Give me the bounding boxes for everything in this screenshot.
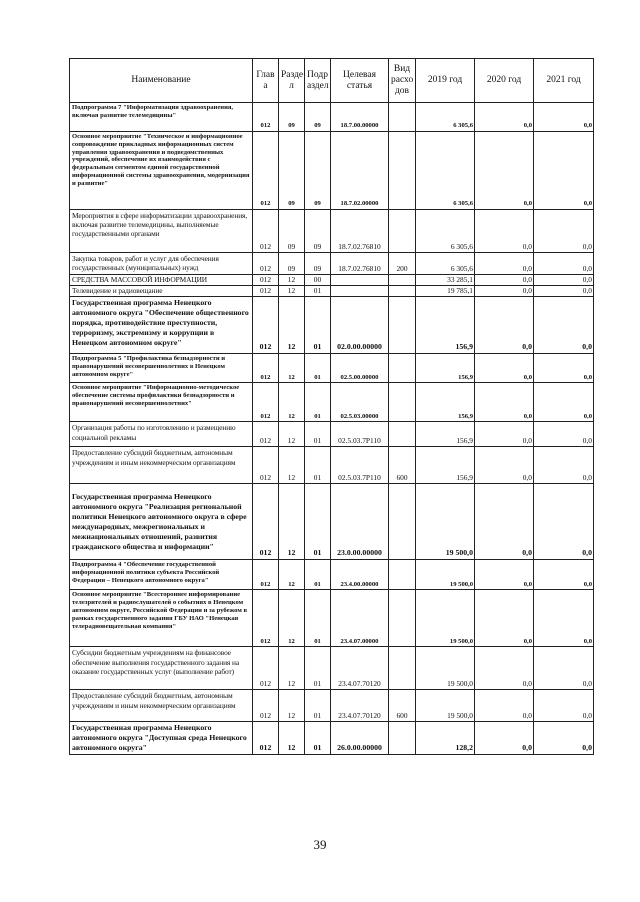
row-vid <box>389 354 416 383</box>
row-vid <box>389 297 416 354</box>
row-glava: 012 <box>253 560 279 590</box>
row-glava: 012 <box>253 447 279 484</box>
row-glava: 012 <box>253 132 279 210</box>
row-glava: 012 <box>253 690 279 722</box>
row-podrazdel: 01 <box>305 354 331 383</box>
row-2019: 19 500,0 <box>416 590 475 647</box>
table-row <box>70 647 594 690</box>
row-vid <box>389 590 416 647</box>
row-target <box>331 286 389 297</box>
row-razdel: 09 <box>279 132 305 210</box>
row-2019: 6 305,6 <box>416 210 475 253</box>
row-2021: 0,0 <box>534 590 594 647</box>
budget-table <box>69 58 594 755</box>
table-row <box>70 132 594 210</box>
header-2021: 2021 год <box>534 59 594 103</box>
row-target <box>331 275 389 286</box>
row-2021: 0,0 <box>534 484 594 560</box>
header-glava: Глав а <box>253 59 279 103</box>
table-row <box>70 690 594 722</box>
row-2019: 156,9 <box>416 447 475 484</box>
header-razdel: Разде л <box>279 59 305 103</box>
row-razdel: 12 <box>279 354 305 383</box>
row-target: 18.7.02.76810 <box>331 210 389 253</box>
row-glava: 012 <box>253 590 279 647</box>
row-vid <box>389 275 416 286</box>
row-2019: 156,9 <box>416 422 475 447</box>
row-name: Основное мероприятие "Всестороннее информирование телезрителей и радиослушателей о событиях в Ненецком автономном округе, Российской Федерации и за рубежом в рамках государственного задания ГБУ НАО "Ненецкая телерадиовещательная компания" <box>70 590 253 647</box>
table-row <box>70 103 594 132</box>
row-podrazdel: 01 <box>305 286 331 297</box>
row-target: 02.5.03.7Р110 <box>331 422 389 447</box>
row-target: 02.5.00.00000 <box>331 354 389 383</box>
row-glava: 012 <box>253 484 279 560</box>
row-2020: 0,0 <box>475 447 534 484</box>
row-target: 23.0.00.00000 <box>331 484 389 560</box>
row-2019: 156,9 <box>416 354 475 383</box>
row-2021: 0,0 <box>534 132 594 210</box>
row-razdel: 12 <box>279 447 305 484</box>
row-glava: 012 <box>253 253 279 275</box>
row-glava: 012 <box>253 647 279 690</box>
row-2020: 0,0 <box>475 210 534 253</box>
row-glava: 012 <box>253 275 279 286</box>
table-row <box>70 354 594 383</box>
row-name: Мероприятия в сфере информатизации здравоохранения, включая развитие телемедицины, выполняемые государственными органами <box>70 210 253 253</box>
row-glava: 012 <box>253 422 279 447</box>
row-target: 18.7.02.00000 <box>331 132 389 210</box>
row-2019: 6 305,6 <box>416 132 475 210</box>
row-razdel: 12 <box>279 422 305 447</box>
row-2020: 0,0 <box>475 484 534 560</box>
row-2020: 0,0 <box>475 422 534 447</box>
row-2021: 0,0 <box>534 422 594 447</box>
row-2019: 19 500,0 <box>416 647 475 690</box>
row-razdel: 12 <box>279 590 305 647</box>
row-target: 18.7.00.00000 <box>331 103 389 132</box>
row-2020: 0,0 <box>475 722 534 755</box>
header-vid: Вид расхо дов <box>389 59 416 103</box>
row-2019: 156,9 <box>416 383 475 422</box>
row-podrazdel: 00 <box>305 275 331 286</box>
row-2019: 128,2 <box>416 722 475 755</box>
row-2021: 0,0 <box>534 275 594 286</box>
row-target: 02.0.00.00000 <box>331 297 389 354</box>
row-target: 23.4.07.70120 <box>331 690 389 722</box>
row-2020: 0,0 <box>475 383 534 422</box>
row-podrazdel: 09 <box>305 132 331 210</box>
table-row <box>70 253 594 275</box>
row-podrazdel: 01 <box>305 722 331 755</box>
header-target: Целевая статья <box>331 59 389 103</box>
table-row <box>70 560 594 590</box>
row-name: Основное мероприятие "Техническое и информационное сопровождение прикладных информационных систем управления здравоохранения и подведомственных учреждений, обеспечение их взаимодействия с федеральным сегментом единой государственной информационной системы здравоохранения, модернизация и развитие" <box>70 132 253 210</box>
table-row <box>70 286 594 297</box>
row-2020: 0,0 <box>475 590 534 647</box>
row-razdel: 12 <box>279 286 305 297</box>
row-podrazdel: 09 <box>305 210 331 253</box>
row-2021: 0,0 <box>534 690 594 722</box>
row-2019: 19 500,0 <box>416 690 475 722</box>
row-2019: 6 305,6 <box>416 103 475 132</box>
table-row <box>70 210 594 253</box>
row-podrazdel: 09 <box>305 103 331 132</box>
row-name: Государственная программа Ненецкого автономного округа "Обеспечение общественного порядка, противодействие преступности, терроризму, экстремизму и коррупции в Ненецком автономном округе" <box>70 297 253 354</box>
row-2021: 0,0 <box>534 354 594 383</box>
row-razdel: 12 <box>279 722 305 755</box>
table-row <box>70 722 594 755</box>
row-2021: 0,0 <box>534 383 594 422</box>
table-row <box>70 422 594 447</box>
row-name: Организация работы по изготовлению и размещению социальной рекламы <box>70 422 253 447</box>
row-vid <box>389 210 416 253</box>
row-2021: 0,0 <box>534 560 594 590</box>
row-2019: 19 500,0 <box>416 484 475 560</box>
row-2020: 0,0 <box>475 560 534 590</box>
row-vid <box>389 103 416 132</box>
table-row <box>70 275 594 286</box>
row-razdel: 09 <box>279 253 305 275</box>
header-podrazdel: Подр аздел <box>305 59 331 103</box>
row-razdel: 12 <box>279 297 305 354</box>
row-2020: 0,0 <box>475 275 534 286</box>
row-vid <box>389 647 416 690</box>
table-row <box>70 484 594 560</box>
table-header-row <box>70 59 594 103</box>
header-name: Наименование <box>70 59 253 103</box>
row-name: Государственная программа Ненецкого автономного округа "Доступная среда Ненецкого автономного округа" <box>70 722 253 755</box>
row-podrazdel: 01 <box>305 690 331 722</box>
row-2019: 6 305,6 <box>416 253 475 275</box>
row-razdel: 12 <box>279 690 305 722</box>
table-row <box>70 297 594 354</box>
row-target: 26.0.00.00000 <box>331 722 389 755</box>
header-2020: 2020 год <box>475 59 534 103</box>
row-vid <box>389 422 416 447</box>
row-name: Закупка товаров, работ и услуг для обеспечения государственных (муниципальных) нужд <box>70 253 253 275</box>
row-vid <box>389 132 416 210</box>
row-glava: 012 <box>253 383 279 422</box>
row-2020: 0,0 <box>475 690 534 722</box>
row-razdel: 12 <box>279 647 305 690</box>
row-name: Подпрограмма 4 "Обеспечение государственной информационной политики субъекта Российской Федерации – Ненецкого автономного округа" <box>70 560 253 590</box>
row-glava: 012 <box>253 103 279 132</box>
row-glava: 012 <box>253 210 279 253</box>
table-row <box>70 447 594 484</box>
row-name: Подпрограмма 5 "Профилактика безнадзорности и правонарушений несовершеннолетних в Ненецком автономном округе" <box>70 354 253 383</box>
row-2021: 0,0 <box>534 286 594 297</box>
page-number: 39 <box>313 837 327 852</box>
row-razdel: 09 <box>279 103 305 132</box>
row-target: 23.4.07.00000 <box>331 590 389 647</box>
row-name: Государственная программа Ненецкого автономного округа "Реализация региональной политики Ненецкого автономного округа в сфере международных, межрегиональных и межнациональных отношений, развития гражданского общества и информации" <box>70 484 253 560</box>
row-podrazdel: 01 <box>305 560 331 590</box>
row-podrazdel: 01 <box>305 647 331 690</box>
row-vid: 200 <box>389 253 416 275</box>
row-name: Основное мероприятие "Информационно-методическое обеспечение системы профилактики безнадзорности и правонарушений несовершеннолетних" <box>70 383 253 422</box>
row-podrazdel: 01 <box>305 422 331 447</box>
row-podrazdel: 01 <box>305 484 331 560</box>
row-vid <box>389 722 416 755</box>
row-razdel: 09 <box>279 210 305 253</box>
row-2020: 0,0 <box>475 132 534 210</box>
table-row <box>70 590 594 647</box>
row-glava: 012 <box>253 722 279 755</box>
row-name: Подпрограмма 7 "Информатизация здравоохранения, включая развитие телемедицины" <box>70 103 253 132</box>
row-2020: 0,0 <box>475 647 534 690</box>
row-2019: 33 285,1 <box>416 275 475 286</box>
row-2019: 156,9 <box>416 297 475 354</box>
row-name: СРЕДСТВА МАССОВОЙ ИНФОРМАЦИИ <box>70 275 253 286</box>
row-target: 23.4.07.70120 <box>331 647 389 690</box>
row-vid: 600 <box>389 690 416 722</box>
row-podrazdel: 01 <box>305 447 331 484</box>
row-glava: 012 <box>253 286 279 297</box>
row-razdel: 12 <box>279 383 305 422</box>
row-2020: 0,0 <box>475 253 534 275</box>
row-podrazdel: 01 <box>305 590 331 647</box>
row-2021: 0,0 <box>534 722 594 755</box>
header-2019: 2019 год <box>416 59 475 103</box>
row-vid <box>389 484 416 560</box>
row-vid <box>389 383 416 422</box>
row-podrazdel: 09 <box>305 253 331 275</box>
row-2020: 0,0 <box>475 103 534 132</box>
row-target: 02.5.03.00000 <box>331 383 389 422</box>
row-name: Субсидии бюджетным учреждениям на финансовое обеспечение выполнения государственного задания на оказание государственных услуг (выполнение работ) <box>70 647 253 690</box>
row-2020: 0,0 <box>475 286 534 297</box>
row-2021: 0,0 <box>534 210 594 253</box>
row-razdel: 12 <box>279 484 305 560</box>
row-razdel: 12 <box>279 560 305 590</box>
table-row <box>70 383 594 422</box>
row-glava: 012 <box>253 297 279 354</box>
row-2019: 19 500,0 <box>416 560 475 590</box>
row-glava: 012 <box>253 354 279 383</box>
row-2021: 0,0 <box>534 253 594 275</box>
row-vid <box>389 286 416 297</box>
row-podrazdel: 01 <box>305 383 331 422</box>
row-2020: 0,0 <box>475 297 534 354</box>
row-vid: 600 <box>389 447 416 484</box>
row-2020: 0,0 <box>475 354 534 383</box>
budget-table-sheet <box>69 58 593 755</box>
row-2021: 0,0 <box>534 647 594 690</box>
row-podrazdel: 01 <box>305 297 331 354</box>
row-2021: 0,0 <box>534 447 594 484</box>
row-target: 02.5.03.7Р110 <box>331 447 389 484</box>
row-name: Предоставление субсидий бюджетным, автономным учреждениям и иным некоммерческим организациям <box>70 447 253 484</box>
row-target: 23.4.00.00000 <box>331 560 389 590</box>
row-name: Предоставление субсидий бюджетным, автономным учреждениям и иным некоммерческим организациям <box>70 690 253 722</box>
row-name: Телевидение и радиовещание <box>70 286 253 297</box>
row-2021: 0,0 <box>534 297 594 354</box>
row-target: 18.7.02.76810 <box>331 253 389 275</box>
row-vid <box>389 560 416 590</box>
row-razdel: 12 <box>279 275 305 286</box>
row-2019: 19 785,1 <box>416 286 475 297</box>
row-2021: 0,0 <box>534 103 594 132</box>
